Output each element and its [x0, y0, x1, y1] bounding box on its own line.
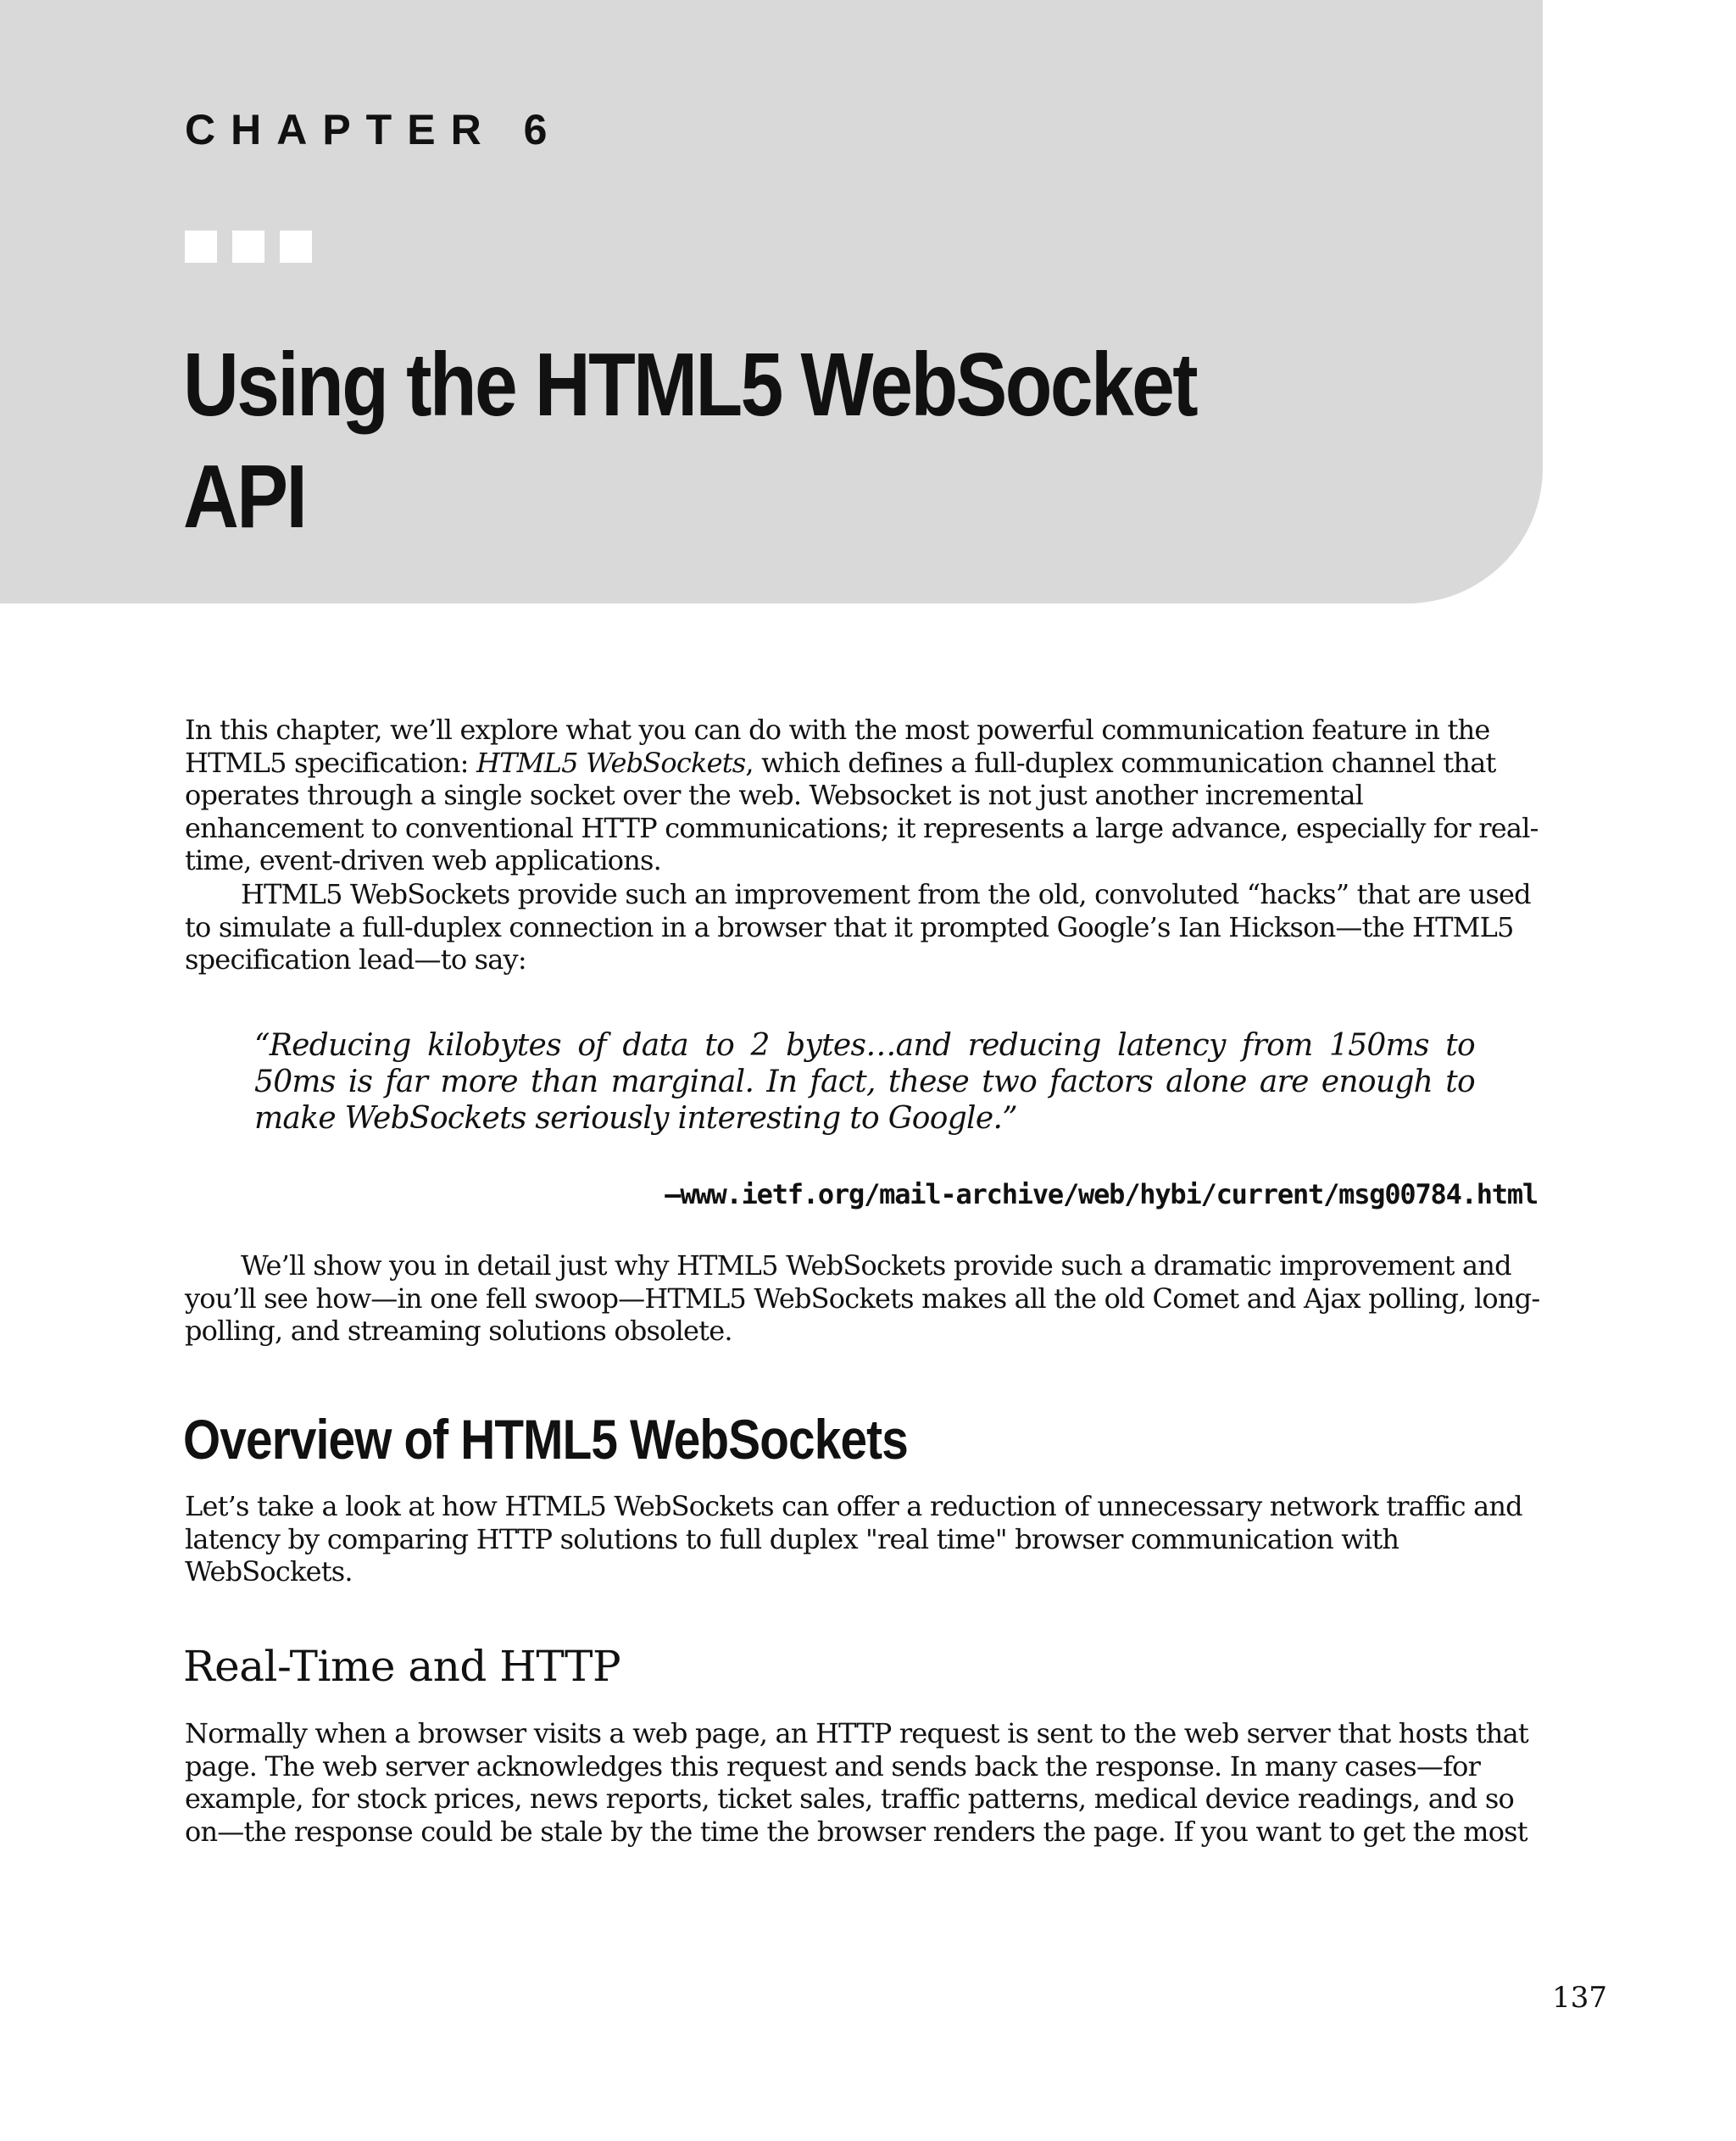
- chapter-title-line-1: Using the HTML5 WebSocket: [183, 335, 1197, 435]
- chapter-title-line-2: API: [183, 447, 306, 547]
- paragraph-obsolete-solutions: We’ll show you in detail just why HTML5 WebSockets provide such a dramatic improvement and you’ll see how—in one fell swoop—HTML5 WebSockets makes all the old Comet and Ajax polling, long-polling, and streaming solutions obsolete.: [185, 1249, 1540, 1347]
- page-number: 137: [1552, 1981, 1607, 2015]
- emphasis-html5-websockets: HTML5 WebSockets: [476, 746, 746, 779]
- ornament-square: [232, 231, 264, 263]
- intro-paragraph-1: In this chapter, we’ll explore what you can do with the most powerful communication feature in the HTML5 specification: HTML5 WebSockets, which defines a full-duplex communication channel that operates through a single socket over the web. Websocket is not just another incremental enhancement to conventional HTTP communications; it represents a large advance, especially for real-time, event-driven web applications.: [185, 714, 1538, 876]
- section-heading-real-time-http: Real-Time and HTTP: [183, 1642, 621, 1691]
- real-time-paragraph: Normally when a browser visits a web page, an HTTP request is sent to the web server that hosts that page. The web server acknowledges this request and sends back the response. In many cases—for example, for stock prices, news reports, ticket sales, traffic patterns, medical device readings, and so on—the response could be stale by the time the browser renders the page. If you want to get the most: [185, 1717, 1528, 1848]
- intro-paragraph-2: HTML5 WebSockets provide such an improvement from the old, convoluted “hacks” that are used to simulate a full-duplex connection in a browser that it prompted Google’s Ian Hickson—the HTML5 specification lead—to say:: [185, 878, 1531, 976]
- section-heading-overview: Overview of HTML5 WebSockets: [183, 1408, 908, 1471]
- chapter-title: [183, 329, 1291, 553]
- overview-paragraph: Let’s take a look at how HTML5 WebSockets can offer a reduction of unnecessary network traffic and latency by comparing HTTP solutions to full duplex "real time" browser communication with WebSockets.: [185, 1490, 1522, 1588]
- block-quote: “Reducing kilobytes of data to 2 bytes…and reducing latency from 150ms to 50ms is far more than marginal. In fact, these two factors alone are enough to make WebSockets seriously interesting to Google.”: [254, 1028, 1475, 1136]
- chapter-ornament: [185, 231, 312, 263]
- quote-source-link[interactable]: —www.ietf.org/mail-archive/web/hybi/current/msg00784.html: [665, 1178, 1538, 1210]
- chapter-header-band: [0, 0, 1543, 603]
- chapter-label: CHAPTER 6: [185, 106, 563, 153]
- ornament-square: [280, 231, 312, 263]
- ornament-square: [185, 231, 217, 263]
